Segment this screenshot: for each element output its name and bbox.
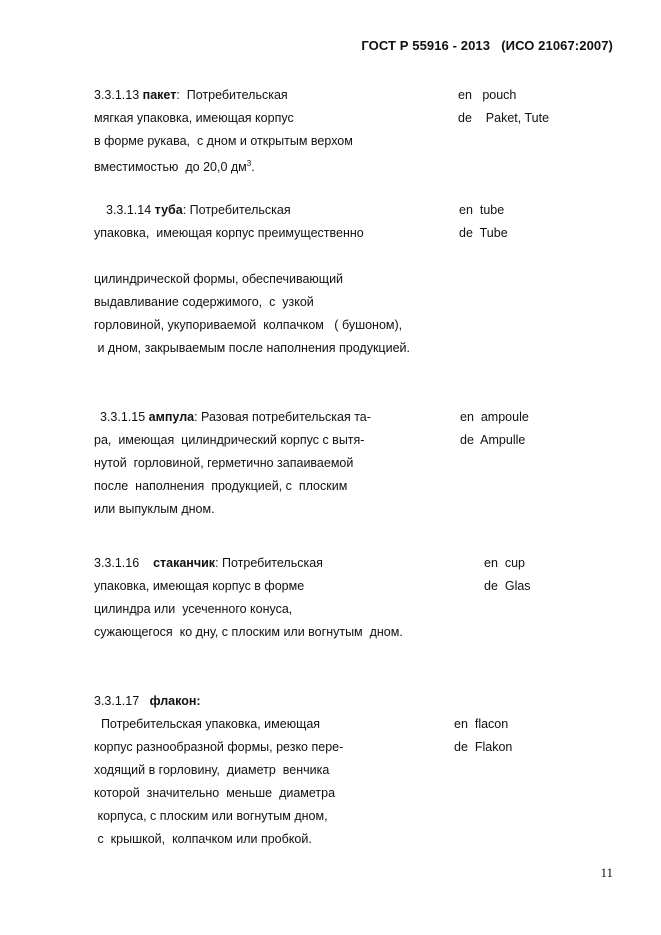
entry-line: Потребительская упаковка, имеющая [94,717,321,731]
entry-text: : Разовая потребительская та- [194,410,371,424]
entry-line: цилиндра или усеченного конуса, [94,602,293,616]
superscript: 3 [246,159,252,168]
entry-line: и дном, закрываемым после наполнения продукцией. [94,341,410,355]
equivalent-de: de Flakon [454,740,513,754]
equivalent-de: de Glas [484,579,531,593]
entry-line: цилиндрической формы, обеспечивающий [94,272,344,286]
entry-3-3-1-16-heading [94,555,323,571]
equivalent-en: en tube [459,203,505,217]
entry-line: сужающегося ко дну, с плоским или вогнутым дном. [94,625,403,639]
entry-line: после наполнения продукцией, с плоским [94,479,348,493]
entry-text: . [251,160,255,175]
entry-line: корпус разнообразной формы, резко пере- [94,740,344,754]
entry-term: ампула [148,410,195,424]
equivalent-de: de Tube [459,226,508,240]
entry-line: выдавливание содержимого, с узкой [94,295,314,309]
entry-3-3-1-15-heading [100,409,371,425]
entry-term: туба [154,203,183,217]
equivalent-de: de Ampulle [460,433,526,447]
entry-line: в форме рукава, с дном и открытым верхом [94,134,353,148]
entry-3-3-1-14-heading [106,202,291,218]
entry-text: : Потребительская [215,556,323,570]
entry-number: 3.3.1.14 [106,203,155,217]
equivalent-en: en ampoule [460,410,529,424]
entry-number: 3.3.1.16 [94,556,154,570]
entry-line: ходящий в горловину, диаметр венчика [94,763,330,777]
entry-line: нутой горловиной, герметично запаиваемой [94,456,354,470]
entry-term: стаканчик [153,556,216,570]
page-number: 11 [600,865,613,880]
entry-line: упаковка, имеющая корпус преимущественно [94,226,364,240]
equivalent-en: en cup [484,556,526,570]
entry-text: : Потребительская [182,203,291,217]
entry-text: вместимостью до 20,0 дм [94,160,247,175]
equivalent-de: de Paket, Tute [458,111,550,125]
entry-term: флакон: [149,694,201,708]
entry-line: ра, имеющая цилиндрический корпус с вытя- [94,433,365,447]
entry-line: которой значительно меньше диаметра [94,786,336,800]
document-header: ГОСТ Р 55916 - 2013 (ИСО 21067:2007) [361,38,613,53]
entry-number: 3.3.1.17 [94,694,150,708]
entry-line: мягкая упаковка, имеющая корпус [94,111,294,125]
entry-line: корпуса, с плоским или вогнутым дном, [94,809,328,823]
entry-line: горловиной, укупориваемой колпачком ( бушоном), [94,318,403,332]
entry-line: или выпуклым дном. [94,502,215,516]
entry-number: 3.3.1.13 [94,88,143,102]
equivalent-en: en pouch [458,88,517,102]
entry-number: 3.3.1.15 [100,410,149,424]
entry-text: : Потребительская [176,88,288,102]
entry-3-3-1-13-heading [94,87,288,103]
equivalent-en: en flacon [454,717,509,731]
entry-line: упаковка, имеющая корпус в форме [94,579,305,593]
entry-line: с крышкой, колпачком или пробкой. [94,832,312,846]
entry-3-3-1-17-heading [94,693,201,709]
entry-term: пакет [142,88,177,102]
entry-line [94,156,255,175]
